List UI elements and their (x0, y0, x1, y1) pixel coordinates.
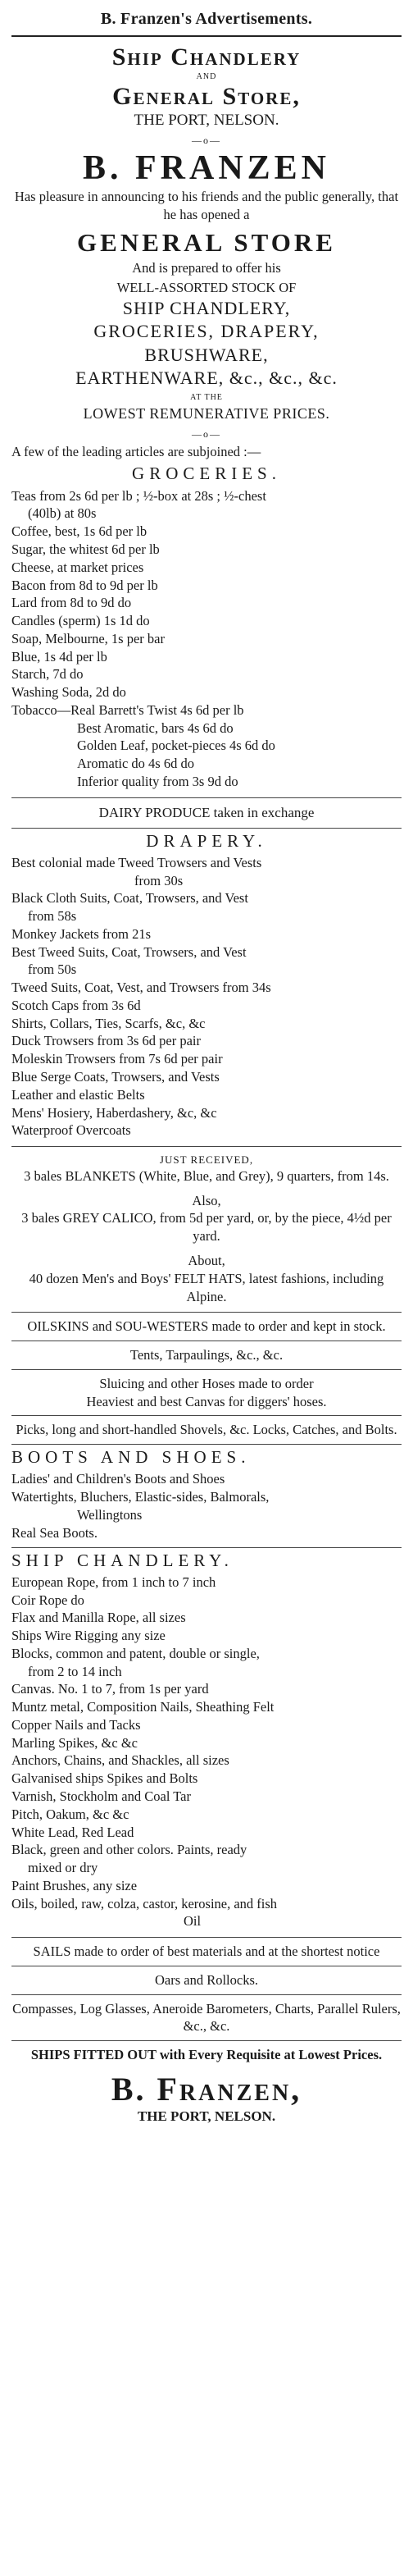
list-item: Moleskin Trowsers from 7s 6d per pair (11, 1051, 223, 1067)
list-item: Watertights, Bluchers, Elastic-sides, Balmorals, (11, 1489, 270, 1505)
list-item: Sugar, the whitest 6d per lb (11, 541, 160, 557)
divider (11, 797, 402, 798)
list-item: Coir Rope do (11, 1592, 84, 1608)
divider (11, 828, 402, 829)
dairy-produce: DAIRY PRODUCE taken in exchange (98, 804, 315, 820)
subjoined-text: A few of the leading articles are subjoined :— (11, 444, 261, 460)
list-item: Golden Leaf, pocket-pieces 4s 6d do (77, 738, 275, 754)
list-item: Paint Brushes, any size (11, 1877, 138, 1893)
list-item: Leather and elastic Belts (11, 1086, 145, 1103)
divider (11, 1369, 402, 1370)
felt-hats-text: 40 dozen Men's and Boys' FELT HATS, latest fashions, including Alpine. (29, 1270, 384, 1304)
list-item: Real Sea Boots. (11, 1524, 98, 1541)
groceries-drapery-caps: GROCERIES, DRAPERY, (93, 321, 320, 342)
title-ship-chandlery: Ship Chandlery (111, 43, 302, 71)
list-item: Aromatic do 4s 6d do (77, 756, 194, 772)
list-item: (40lb) at 80s (28, 505, 97, 522)
list-item: Blue Serge Coats, Trowsers, and Vests (11, 1069, 220, 1085)
list-item: Mens' Hosiery, Haberdashery, &c, &c (11, 1104, 217, 1121)
list-item: Starch, 7d do (11, 666, 84, 683)
compasses-text: Compasses, Log Glasses, Aneroide Barometers, Charts, Parallel Rulers, &c., &c. (12, 2000, 401, 2035)
list-item: Blue, 1s 4d per lb (11, 648, 107, 665)
list-item: Shirts, Collars, Ties, Scarfs, &c, &c (11, 1015, 206, 1031)
chandlery-heading: SHIP CHANDLERY. (11, 1550, 234, 1570)
oilskins-text: OILSKINS and SOU-WESTERS made to order and kept in stock. (27, 1318, 386, 1335)
divider (11, 1547, 402, 1548)
list-item: Coffee, best, 1s 6d per lb (11, 523, 148, 540)
list-item: Tobacco—Real Barrett's Twist 4s 6d per lb (11, 701, 244, 718)
list-item: Wellingtons (77, 1506, 143, 1523)
canvas-diggers-text: Heaviest and best Canvas for diggers' hoses. (86, 1393, 327, 1409)
list-item: Best Aromatic, bars 4s 6d do (77, 719, 234, 736)
list-item: Duck Trowsers from 3s 6d per pair (11, 1033, 201, 1049)
list-item: from 50s (28, 961, 77, 978)
list-item: Marling Spikes, &c &c (11, 1734, 138, 1751)
signature-name: B. Franzen, (111, 2070, 302, 2108)
list-item: Ladies' and Children's Boots and Shoes (11, 1471, 225, 1487)
chandlery-list (11, 1573, 402, 1930)
blankets-text: 3 bales BLANKETS (White, Blue, and Grey), 9 quarters, from 14s. (24, 1167, 389, 1184)
masthead: B. Franzen's Advertisements. (100, 10, 313, 28)
list-item: Tweed Suits, Coat, Vest, and Trowsers from 34s (11, 980, 271, 996)
sails-text: SAILS made to order of best materials and at the shortest notice (33, 1943, 380, 1960)
earthenware-caps: EARTHENWARE, &c., &c., &c. (75, 368, 338, 389)
divider (11, 1312, 402, 1313)
divider (11, 1415, 402, 1416)
list-item: Canvas. No. 1 to 7, from 1s per yard (11, 1681, 209, 1697)
offer-line-2: WELL-ASSORTED STOCK OF (116, 279, 297, 295)
port-line: THE PORT, NELSON. (134, 112, 279, 129)
tents-text: Tents, Tarpaulings, &c., &c. (129, 1347, 284, 1363)
list-item: Anchors, Chains, and Shackles, all sizes (11, 1752, 229, 1769)
offer-line-1: And is prepared to offer his (132, 260, 281, 276)
oars-text: Oars and Rollocks. (154, 1971, 259, 1988)
list-item: Ships Wire Rigging any size (11, 1628, 166, 1644)
divider (11, 2040, 402, 2041)
intro-text: Has pleasure in announcing to his friends and the public generally, that he has opened a (14, 189, 399, 223)
boots-heading: BOOTS AND SHOES. (11, 1447, 251, 1468)
list-item: Lard from 8d to 9d do (11, 595, 132, 611)
list-item: Varnish, Stockholm and Coal Tar (11, 1788, 191, 1804)
list-item: Black, green and other colors. Paints, ready (11, 1842, 247, 1858)
list-item: Bacon from 8d to 9d per lb (11, 577, 158, 593)
divider (11, 1444, 402, 1445)
list-item: Teas from 2s 6d per lb ; ½-box at 28s ; ½-chest (11, 487, 266, 504)
title-and: AND (196, 72, 217, 81)
ships-fitted-text: SHIPS FITTED OUT with Every Requisite at Lowest Prices. (30, 2047, 383, 2063)
sluicing-text: Sluicing and other Hoses made to order (99, 1375, 314, 1391)
groceries-list (11, 487, 402, 791)
divider (11, 1937, 402, 1938)
list-item: Waterproof Overcoats (11, 1122, 131, 1139)
list-item: Inferior quality from 3s 9d do (77, 773, 238, 789)
calico-text: 3 bales GREY CALICO, from 5d per yard, or, by the piece, 4½d per yard. (21, 1210, 392, 1245)
general-store-heading: GENERAL STORE (77, 227, 336, 257)
ship-chandlery-caps: SHIP CHANDLERY, (122, 297, 291, 318)
list-item: Pitch, Oakum, &c &c (11, 1806, 129, 1822)
list-item: Galvanised ships Spikes and Bolts (11, 1770, 198, 1787)
merchant-name: B. FRANZEN (82, 149, 331, 187)
list-item: Copper Nails and Tacks (11, 1716, 141, 1733)
divider (11, 1146, 402, 1147)
list-item: from 58s (28, 908, 77, 925)
list-item: Scotch Caps from 3s 6d (11, 997, 141, 1013)
list-item: Blocks, common and patent, double or single, (11, 1645, 260, 1661)
drapery-heading: DRAPERY. (146, 830, 267, 851)
groceries-heading: GROCERIES. (132, 464, 281, 484)
at-the: AT THE (190, 392, 223, 402)
list-item: Black Cloth Suits, Coat, Trowsers, and Vest (11, 890, 248, 907)
list-item: Oils, boiled, raw, colza, castor, kerosine, and fish (11, 1895, 278, 1911)
list-item: Muntz metal, Composition Nails, Sheathing Felt (11, 1699, 275, 1715)
separator: —o— (192, 135, 221, 146)
list-item: Soap, Melbourne, 1s per bar (11, 630, 165, 646)
list-item: White Lead, Red Lead (11, 1824, 134, 1840)
picks-text: Picks, long and short-handled Shovels, &c. Locks, Catches, and Bolts. (16, 1422, 397, 1438)
divider (11, 1994, 402, 1995)
signature-port: THE PORT, NELSON. (137, 2108, 276, 2124)
list-item: Monkey Jackets from 21s (11, 925, 152, 942)
boots-list (11, 1470, 402, 1541)
list-item: European Rope, from 1 inch to 7 inch (11, 1573, 216, 1590)
brushware-caps: BRUSHWARE, (144, 344, 269, 365)
list-item: Flax and Manilla Rope, all sizes (11, 1610, 186, 1626)
list-item: Cheese, at market prices (11, 559, 144, 575)
list-item: from 30s (134, 872, 184, 888)
list-item: from 2 to 14 inch (28, 1663, 122, 1679)
list-item: Best colonial made Tweed Trowsers and Vests (11, 854, 262, 870)
list-item: Candles (sperm) 1s 1d do (11, 613, 150, 629)
separator: —o— (192, 428, 221, 441)
drapery-list (11, 854, 402, 1140)
just-received: JUST RECEIVED, (159, 1153, 254, 1167)
lowest-prices: LOWEST REMUNERATIVE PRICES. (83, 404, 330, 422)
list-item: Best Tweed Suits, Coat, Trowsers, and Vest (11, 943, 247, 960)
list-item: mixed or dry (28, 1860, 98, 1876)
also-label: Also, (192, 1192, 221, 1208)
list-item: Oil (184, 1913, 202, 1930)
about-label: About, (188, 1253, 225, 1269)
title-general-store: General Store, (112, 83, 301, 110)
list-item: Washing Soda, 2d do (11, 684, 126, 701)
masthead-rule (11, 35, 402, 37)
